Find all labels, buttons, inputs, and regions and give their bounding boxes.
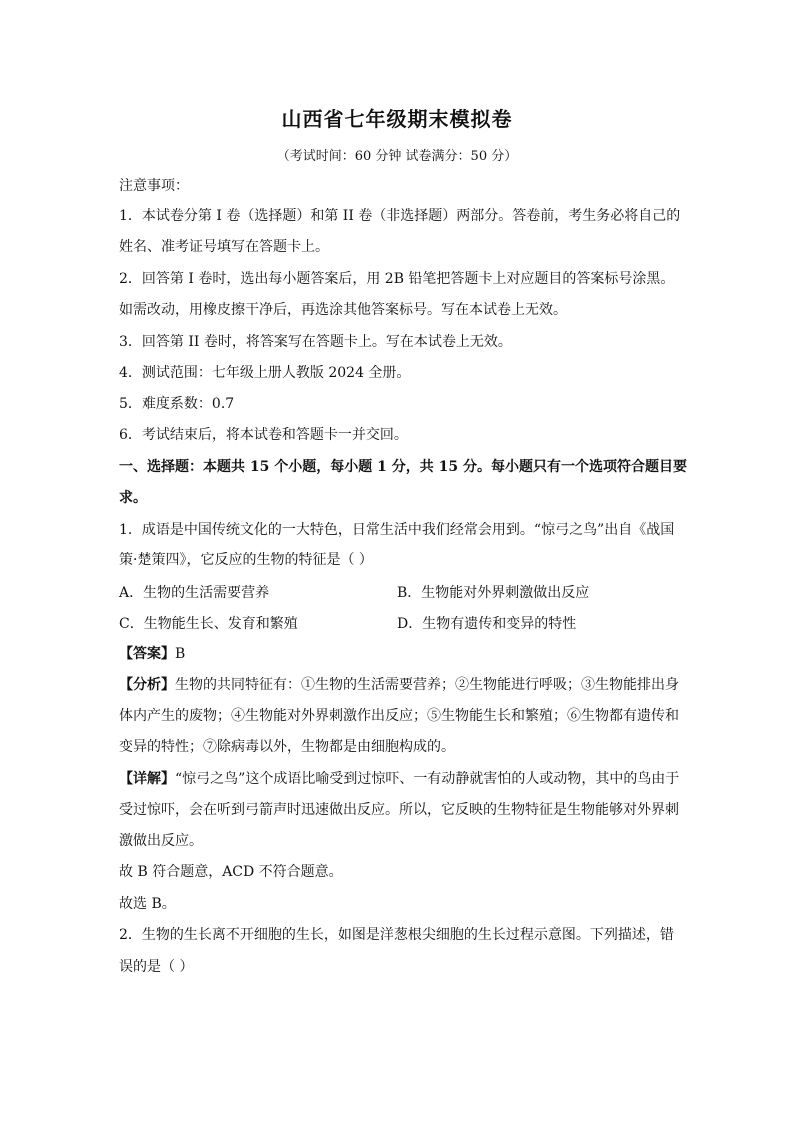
note-line: 2．回答第 I 卷时，选出每小题答案后，用 2B 铅笔把答题卡上对应题目的答案标号涂黑。 [119,271,675,287]
q2-stem: 2．生物的生长离不开细胞的生长，如图是洋葱根尖细胞的生长过程示意图。下列描述，错 [119,927,674,943]
note-line: 3．回答第 II 卷时，将答案写在答题卡上。写在本试卷上无效。 [119,334,512,350]
q1-stem-cont: 策·楚策四》，它反应的生物的特征是（ ） [119,552,373,568]
note-line: 1．本试卷分第 I 卷（选择题）和第 II 卷（非选择题）两部分。答卷前，考生务必将自己的 [119,208,681,224]
analysis-text: 生物的共同特征有：①生物的生活需要营养；②生物能进行呼吸；③生物能排出身 [175,677,679,693]
q1-option-c: C．生物能生长、发育和繁殖 [119,616,298,632]
exam-info: （考试时间：60 分钟 试卷满分：50 分） [276,149,518,164]
note-line: 4．测试范围：七年级上册人教版 2024 全册。 [119,365,411,381]
q1-detail [119,770,679,788]
answer-tag: 【答案】 [119,646,175,662]
analysis-line: 变异的特性；⑦除病毒以外，生物都是由细胞构成的。 [119,739,455,755]
q1-analysis [119,676,679,694]
answer-value: B [175,646,186,662]
q1-option-d: D．生物有遗传和变异的特性 [397,616,577,632]
section-heading-cont: 求。 [119,490,147,506]
analysis-tag: 【分析】 [119,677,175,693]
note-line: 6．考试结束后，将本试卷和答题卡一并交回。 [119,427,408,443]
conclusion-line: 故选 B。 [119,896,176,912]
detail-text: “惊弓之鸟”这个成语比喻受到过惊吓、一有动静就害怕的人或动物，其中的鸟由于 [175,771,680,787]
analysis-line: 体内产生的废物；④生物能对外界刺激作出反应；⑤生物能生长和繁殖；⑥生物都有遗传和 [119,708,679,724]
q1-answer [119,645,185,663]
note-line: 5．难度系数：0.7 [119,396,235,412]
conclusion-line: 故 B 符合题意，ACD 不符合题意。 [119,864,343,880]
section-heading: 一、选择题：本题共 15 个小题，每小题 1 分，共 15 分。每小题只有一个选项符合题目要 [119,459,687,475]
q1-option-a: A．生物的生活需要营养 [119,585,270,601]
q1-stem: 1．成语是中国传统文化的一大特色，日常生活中我们经常会用到。“惊弓之鸟”出自《战国 [119,522,675,538]
q2-stem-cont: 误的是（ ） [119,959,194,975]
note-line: 姓名、准考证号填写在答题卡上。 [119,239,329,255]
q1-option-b: B．生物能对外界刺激做出反应 [397,585,590,601]
notes-heading: 注意事项： [119,178,189,194]
page-title: 山西省七年级期末模拟卷 [281,107,513,131]
detail-line: 激做出反应。 [119,833,203,849]
detail-line: 受过惊吓，会在听到弓箭声时迅速做出反应。所以，它反映的生物特征是生物能够对外界刺 [119,802,679,818]
note-line: 如需改动，用橡皮擦干净后，再选涂其他答案标号。写在本试卷上无效。 [119,302,567,318]
detail-tag: 【详解】 [119,771,175,787]
